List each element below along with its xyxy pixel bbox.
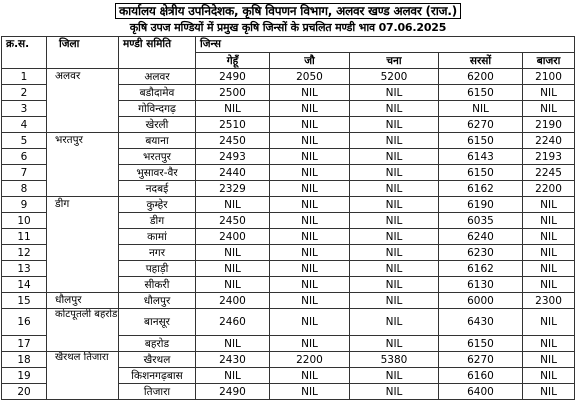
gram-price-cell: NIL: [350, 261, 439, 277]
header-mustard: सरसों: [439, 53, 523, 69]
wheat-price-cell: NIL: [196, 101, 270, 117]
district-cell: कोटपूतली बहरोड: [47, 309, 119, 352]
district-cell: धौलपुर: [47, 293, 119, 309]
serial-number-cell: 6: [2, 149, 47, 165]
district-cell: डीग: [47, 197, 119, 293]
mandi-cell: नदबई: [119, 181, 196, 197]
mandi-cell: पहाड़ी: [119, 261, 196, 277]
barley-price-cell: NIL: [270, 117, 350, 133]
barley-price-cell: NIL: [270, 101, 350, 117]
barley-price-cell: 2200: [270, 352, 350, 368]
serial-number-cell: 12: [2, 245, 47, 261]
mustard-price-cell: 6270: [439, 352, 523, 368]
serial-number-cell: 19: [2, 368, 47, 384]
office-title-text: कार्यालय क्षेत्रीय उपनिदेशक, कृषि विपणन विभाग, अलवर खण्ड अलवर (राज.): [115, 3, 461, 19]
bajra-price-cell: NIL: [523, 352, 575, 368]
serial-number-cell: 1: [2, 69, 47, 85]
mandi-cell: कुम्हेर: [119, 197, 196, 213]
bajra-price-cell: 2240: [523, 133, 575, 149]
mustard-price-cell: 6000: [439, 293, 523, 309]
gram-price-cell: NIL: [350, 197, 439, 213]
bajra-price-cell: NIL: [523, 384, 575, 400]
header-mandi: मण्डी समिति: [119, 37, 196, 69]
barley-price-cell: NIL: [270, 368, 350, 384]
bajra-price-cell: NIL: [523, 197, 575, 213]
wheat-price-cell: NIL: [196, 368, 270, 384]
header-gram: चना: [350, 53, 439, 69]
barley-price-cell: NIL: [270, 384, 350, 400]
table-row: [2, 352, 575, 368]
gram-price-cell: NIL: [350, 133, 439, 149]
wheat-price-cell: NIL: [196, 197, 270, 213]
header-district: जिला: [47, 37, 119, 69]
serial-number-cell: 10: [2, 213, 47, 229]
barley-price-cell: NIL: [270, 181, 350, 197]
mandi-cell: कामां: [119, 229, 196, 245]
wheat-price-cell: 2329: [196, 181, 270, 197]
barley-price-cell: NIL: [270, 309, 350, 336]
bajra-price-cell: NIL: [523, 336, 575, 352]
wheat-price-cell: 2450: [196, 213, 270, 229]
mustard-price-cell: 6240: [439, 229, 523, 245]
wheat-price-cell: 2460: [196, 309, 270, 336]
mandi-cell: खैरथल: [119, 352, 196, 368]
bajra-price-cell: 2193: [523, 149, 575, 165]
bajra-price-cell: 2300: [523, 293, 575, 309]
district-cell: अलवर: [47, 69, 119, 133]
mustard-price-cell: 6130: [439, 277, 523, 293]
table-row: [2, 293, 575, 309]
mustard-price-cell: 6230: [439, 245, 523, 261]
mustard-price-cell: 6430: [439, 309, 523, 336]
bajra-price-cell: NIL: [523, 229, 575, 245]
serial-number-cell: 4: [2, 117, 47, 133]
serial-number-cell: 5: [2, 133, 47, 149]
mustard-price-cell: NIL: [439, 101, 523, 117]
mandi-cell: डीग: [119, 213, 196, 229]
mustard-price-cell: 6270: [439, 117, 523, 133]
header-bajra: बाजरा: [523, 53, 575, 69]
barley-price-cell: NIL: [270, 229, 350, 245]
mandi-cell: भुसावर-वैर: [119, 165, 196, 181]
serial-number-cell: 16: [2, 309, 47, 336]
wheat-price-cell: NIL: [196, 245, 270, 261]
gram-price-cell: NIL: [350, 101, 439, 117]
gram-price-cell: 5380: [350, 352, 439, 368]
serial-number-cell: 2: [2, 85, 47, 101]
mandi-price-table: [1, 36, 575, 400]
serial-number-cell: 13: [2, 261, 47, 277]
bajra-price-cell: NIL: [523, 309, 575, 336]
mandi-cell: बहरोड: [119, 336, 196, 352]
wheat-price-cell: 2493: [196, 149, 270, 165]
barley-price-cell: NIL: [270, 213, 350, 229]
mandi-cell: खेरली: [119, 117, 196, 133]
wheat-price-cell: 2400: [196, 293, 270, 309]
gram-price-cell: NIL: [350, 336, 439, 352]
mustard-price-cell: 6150: [439, 133, 523, 149]
gram-price-cell: NIL: [350, 245, 439, 261]
barley-price-cell: NIL: [270, 133, 350, 149]
mustard-price-cell: 6143: [439, 149, 523, 165]
mustard-price-cell: 6150: [439, 85, 523, 101]
gram-price-cell: NIL: [350, 213, 439, 229]
header-sno: क्र.स.: [2, 37, 47, 69]
table-row: [2, 197, 575, 213]
gram-price-cell: NIL: [350, 117, 439, 133]
serial-number-cell: 11: [2, 229, 47, 245]
gram-price-cell: NIL: [350, 165, 439, 181]
gram-price-cell: NIL: [350, 229, 439, 245]
bajra-price-cell: 2100: [523, 69, 575, 85]
mustard-price-cell: 6162: [439, 181, 523, 197]
wheat-price-cell: 2400: [196, 229, 270, 245]
mandi-cell: भरतपुर: [119, 149, 196, 165]
barley-price-cell: NIL: [270, 261, 350, 277]
barley-price-cell: 2050: [270, 69, 350, 85]
mandi-cell: नगर: [119, 245, 196, 261]
district-cell: खैरथल तिजारा: [47, 352, 119, 400]
mustard-price-cell: 6150: [439, 336, 523, 352]
mustard-price-cell: 6400: [439, 384, 523, 400]
mandi-cell: बडौदामेव: [119, 85, 196, 101]
gram-price-cell: NIL: [350, 309, 439, 336]
serial-number-cell: 7: [2, 165, 47, 181]
bajra-price-cell: 2200: [523, 181, 575, 197]
barley-price-cell: NIL: [270, 277, 350, 293]
gram-price-cell: NIL: [350, 149, 439, 165]
gram-price-cell: NIL: [350, 85, 439, 101]
bajra-price-cell: NIL: [523, 245, 575, 261]
gram-price-cell: NIL: [350, 277, 439, 293]
serial-number-cell: 17: [2, 336, 47, 352]
gram-price-cell: NIL: [350, 293, 439, 309]
report-subtitle: कृषि उपज मण्डियों में प्रमुख कृषि जिन्सों के प्रचलित मण्डी भाव 07.06.2025: [129, 21, 447, 34]
bajra-price-cell: NIL: [523, 277, 575, 293]
bajra-price-cell: NIL: [523, 101, 575, 117]
mustard-price-cell: 6200: [439, 69, 523, 85]
bajra-price-cell: 2245: [523, 165, 575, 181]
bajra-price-cell: 2190: [523, 117, 575, 133]
serial-number-cell: 14: [2, 277, 47, 293]
wheat-price-cell: 2450: [196, 133, 270, 149]
serial-number-cell: 18: [2, 352, 47, 368]
barley-price-cell: NIL: [270, 85, 350, 101]
wheat-price-cell: NIL: [196, 336, 270, 352]
wheat-price-cell: NIL: [196, 277, 270, 293]
mandi-cell: सीकरी: [119, 277, 196, 293]
wheat-price-cell: 2440: [196, 165, 270, 181]
bajra-price-cell: NIL: [523, 213, 575, 229]
barley-price-cell: NIL: [270, 245, 350, 261]
barley-price-cell: NIL: [270, 197, 350, 213]
serial-number-cell: 15: [2, 293, 47, 309]
mustard-price-cell: 6190: [439, 197, 523, 213]
table-row: [2, 133, 575, 149]
table-body: [2, 69, 575, 400]
mustard-price-cell: 6150: [439, 165, 523, 181]
bajra-price-cell: NIL: [523, 368, 575, 384]
mandi-cell: अलवर: [119, 69, 196, 85]
serial-number-cell: 8: [2, 181, 47, 197]
bajra-price-cell: NIL: [523, 85, 575, 101]
gram-price-cell: NIL: [350, 368, 439, 384]
gram-price-cell: NIL: [350, 384, 439, 400]
mandi-cell: किशनगढ़बास: [119, 368, 196, 384]
wheat-price-cell: 2500: [196, 85, 270, 101]
wheat-price-cell: 2490: [196, 69, 270, 85]
mandi-cell: गोविन्दगढ़: [119, 101, 196, 117]
bajra-price-cell: NIL: [523, 261, 575, 277]
mustard-price-cell: 6035: [439, 213, 523, 229]
barley-price-cell: NIL: [270, 293, 350, 309]
header-wheat: गेहूँ: [196, 53, 270, 69]
mandi-cell: धौलपुर: [119, 293, 196, 309]
barley-price-cell: NIL: [270, 149, 350, 165]
serial-number-cell: 20: [2, 384, 47, 400]
mustard-price-cell: 6160: [439, 368, 523, 384]
mandi-cell: बयाना: [119, 133, 196, 149]
wheat-price-cell: 2430: [196, 352, 270, 368]
wheat-price-cell: 2490: [196, 384, 270, 400]
mandi-cell: तिजारा: [119, 384, 196, 400]
wheat-price-cell: NIL: [196, 261, 270, 277]
table-row: [2, 309, 575, 336]
gram-price-cell: 5200: [350, 69, 439, 85]
serial-number-cell: 9: [2, 197, 47, 213]
table-row: [2, 69, 575, 85]
wheat-price-cell: 2510: [196, 117, 270, 133]
gram-price-cell: NIL: [350, 181, 439, 197]
barley-price-cell: NIL: [270, 336, 350, 352]
barley-price-cell: NIL: [270, 165, 350, 181]
district-cell: भरतपुर: [47, 133, 119, 197]
mustard-price-cell: 6162: [439, 261, 523, 277]
header-barley: जौ: [270, 53, 350, 69]
mandi-cell: बानसूर: [119, 309, 196, 336]
office-title: [0, 3, 576, 19]
header-commodities: जिन्स: [196, 37, 575, 53]
serial-number-cell: 3: [2, 101, 47, 117]
